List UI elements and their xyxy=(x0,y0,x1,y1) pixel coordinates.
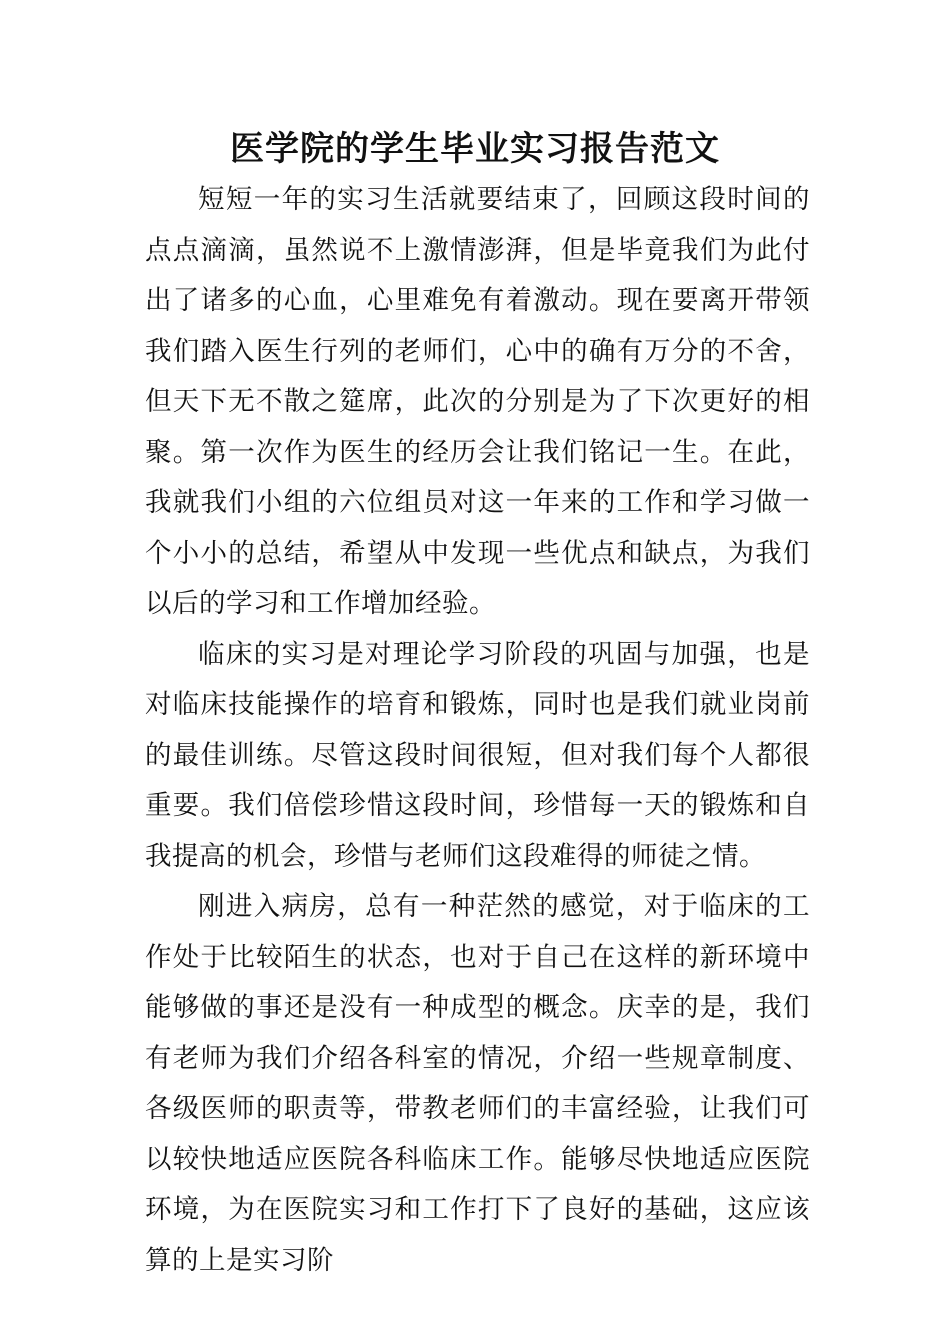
paragraph-2: 临床的实习是对理论学习阶段的巩固与加强，也是对临床技能操作的培育和锻炼，同时也是我们就业岗前的最佳训练。尽管这段时间很短，但对我们每个人都很重要。我们倍偿珍惜这段时间，珍惜每一天的锻炼和自我提高的机会，珍惜与老师们这段难得的师徒之情。 xyxy=(145,638,810,872)
paragraph-3: 刚进入病房，总有一种茫然的感觉，对于临床的工作处于比较陌生的状态，也对于自己在这样的新环境中能够做的事还是没有一种成型的概念。庆幸的是，我们有老师为我们介绍各科室的情况，介绍一些规章制度、各级医师的职责等，带教老师们的丰富经验，让我们可以较快地适应医院各科临床工作。能够尽快地适应医院环境，为在医院实习和工作打下了良好的基础，这应该算的上是实习阶 xyxy=(145,891,810,1276)
paragraph-1: 短短一年的实习生活就要结束了，回顾这段时间的点点滴滴，虽然说不上激情澎湃，但是毕竟我们为此付出了诸多的心血，心里难免有着激动。现在要离开带领我们踏入医生行列的老师们，心中的确有万分的不舍，但天下无不散之筵席，此次的分别是为了下次更好的相聚。第一次作为医生的经历会让我们铭记一生。在此，我就我们小组的六位组员对这一年来的工作和学习做一个小小的总结，希望从中发现一些优点和缺点，为我们以后的学习和工作增加经验。 xyxy=(145,184,810,619)
document-body xyxy=(145,175,810,1286)
document-title: 医学院的学生毕业实习报告范文 xyxy=(230,129,720,169)
